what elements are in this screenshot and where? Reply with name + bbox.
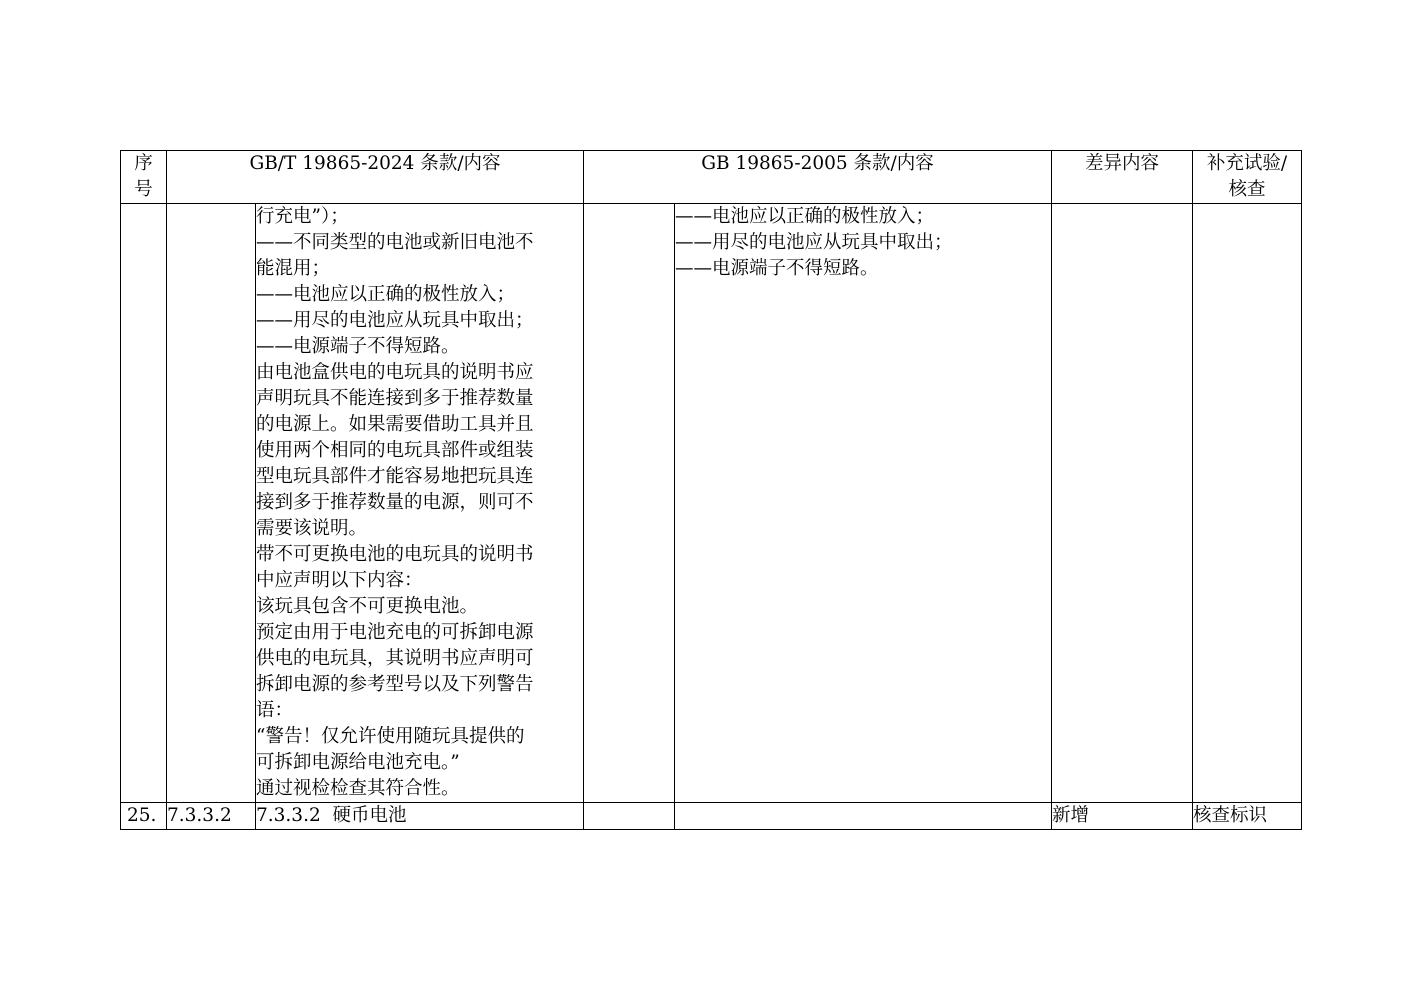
old-content-line: ——用尽的电池应从玩具中取出； xyxy=(675,232,953,253)
new-content-line: 接到多于推荐数量的电源，则可不 xyxy=(256,492,534,513)
new-content-line: 使用两个相同的电玩具部件或组装 xyxy=(256,440,534,461)
row-25-old-content xyxy=(675,803,1052,830)
new-content-line: 型电玩具部件才能容易地把玩具连 xyxy=(256,466,534,487)
old-content-line: ——电池应以正确的极性放入； xyxy=(675,206,935,227)
comparison-table xyxy=(120,150,1302,830)
new-content-line: 拆卸电源的参考型号以及下列警告 xyxy=(256,674,534,695)
new-content-line: ——用尽的电池应从玩具中取出； xyxy=(256,310,534,331)
new-content-line: 中应声明以下内容： xyxy=(256,570,423,591)
new-content-line: 能混用； xyxy=(256,258,331,279)
new-content-line: 语： xyxy=(256,700,294,721)
row-25-old-clause xyxy=(584,803,675,830)
new-content-line: 的电源上。如果需要借助工具并且 xyxy=(256,414,534,435)
continued-diff-cell xyxy=(1052,204,1193,803)
new-content-line: 带不可更换电池的电玩具的说明书 xyxy=(256,544,534,565)
new-content-line: “警告！仅允许使用随玩具提供的 xyxy=(256,726,525,747)
header-supplement-line-2: 核查 xyxy=(1228,179,1266,200)
header-supplement-line-1: 补充试验/ xyxy=(1206,153,1288,174)
continued-seq-cell xyxy=(121,204,167,803)
new-content-line: 预定由用于电池充电的可拆卸电源 xyxy=(256,622,534,643)
row-25-supplement: 核查标识 xyxy=(1193,803,1302,830)
row-25-new-content: 7.3.3.2 硬币电池 xyxy=(256,803,584,830)
row-25-diff: 新增 xyxy=(1052,803,1193,830)
continued-supplement-cell xyxy=(1193,204,1302,803)
table-row-25 xyxy=(121,803,1302,830)
header-new-standard: GB/T 19865-2024 条款/内容 xyxy=(167,151,584,204)
header-seq-line-1: 序 xyxy=(134,153,153,174)
table-row-continued xyxy=(121,204,1302,803)
new-content-line: 该玩具包含不可更换电池。 xyxy=(256,596,479,617)
new-content-line: 供电的电玩具，其说明书应声明可 xyxy=(256,648,534,669)
continued-new-clause-cell xyxy=(167,204,256,803)
header-old-standard: GB 19865-2005 条款/内容 xyxy=(584,151,1052,204)
continued-old-clause-cell xyxy=(584,204,675,803)
row-25-new-clause: 7.3.3.2 xyxy=(167,803,256,830)
new-content-line: 由电池盒供电的电玩具的说明书应 xyxy=(256,362,534,383)
new-content-line: 行充电”）； xyxy=(256,206,349,227)
new-content-line: 可拆卸电源给电池充电。” xyxy=(256,752,460,773)
new-content-line: ——电源端子不得短路。 xyxy=(256,336,460,357)
header-seq xyxy=(121,151,167,204)
header-supplement xyxy=(1193,151,1302,204)
header-diff: 差异内容 xyxy=(1052,151,1193,204)
header-seq-line-2: 号 xyxy=(134,179,153,200)
new-content-line: 声明玩具不能连接到多于推荐数量 xyxy=(256,388,534,409)
new-content-line: ——不同类型的电池或新旧电池不 xyxy=(256,232,534,253)
new-content-line: ——电池应以正确的极性放入； xyxy=(256,284,516,305)
table-header-row xyxy=(121,151,1302,204)
continued-old-content-cell xyxy=(675,204,1052,803)
new-content-line: 需要该说明。 xyxy=(256,518,368,539)
new-content-line: 通过视检检查其符合性。 xyxy=(256,778,460,799)
row-25-seq: 25. xyxy=(121,803,167,830)
continued-new-content-cell xyxy=(256,204,584,803)
old-content-line: ——电源端子不得短路。 xyxy=(675,258,879,279)
